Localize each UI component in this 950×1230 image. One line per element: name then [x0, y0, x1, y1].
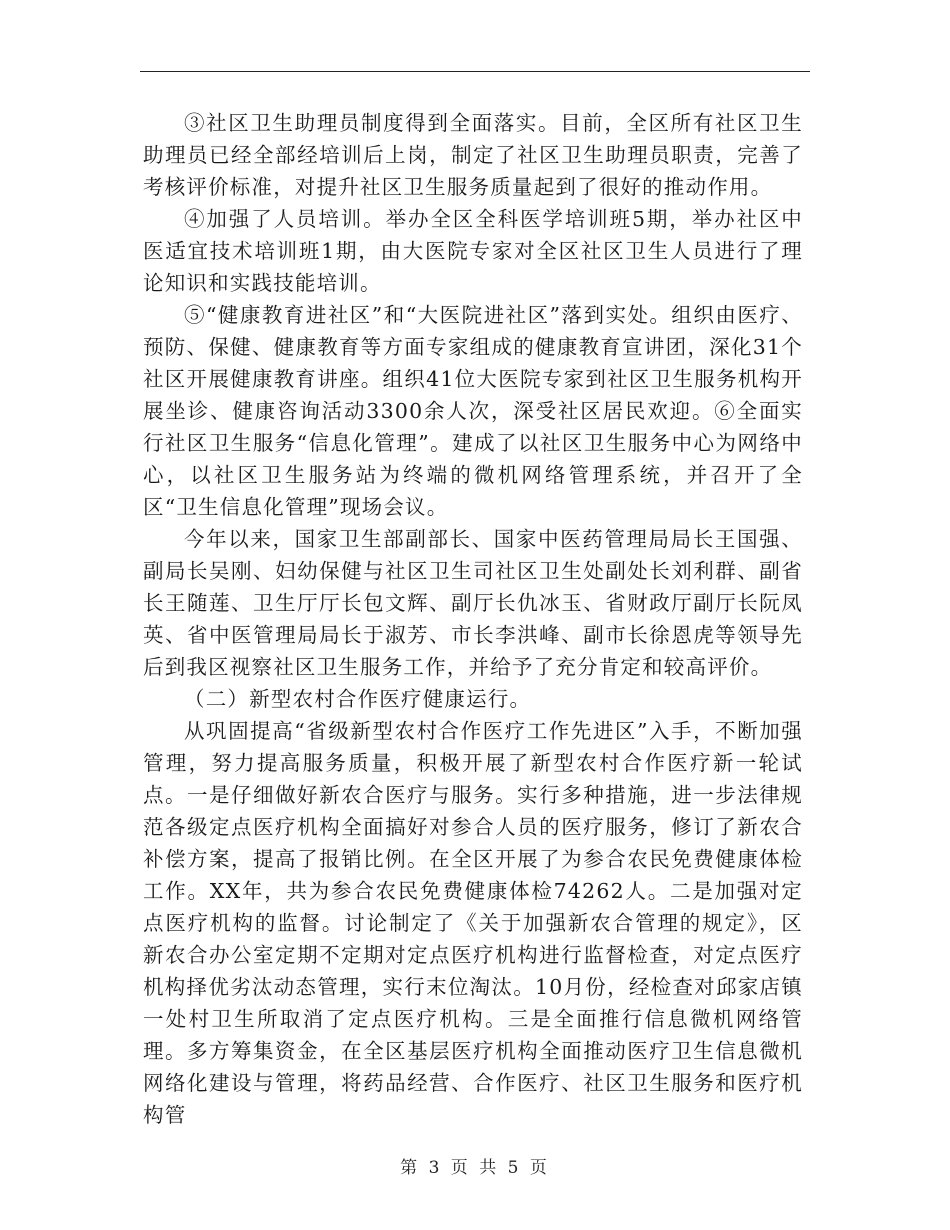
paragraph-staff-training: ④加强了人员培训。举办全区全科医学培训班5期，举办社区中医适宜技术培训班1期，由大医院专家对全区社区卫生人员进行了理论知识和实践技能培训。: [143, 207, 803, 295]
paragraph-community-health-assistant: ③社区卫生助理员制度得到全面落实。目前，全区所有社区卫生助理员已经全部经培训后上岗，制定了社区卫生助理员职责，完善了考核评价标准，对提升社区卫生服务质量起到了很好的推动作用。: [143, 111, 803, 199]
paragraph-rural-cooperative-medical: 从巩固提高“省级新型农村合作医疗工作先进区”入手，不断加强管理，努力提高服务质量，积极开展了新型农村合作医疗新一轮试点。一是仔细做好新农合医疗与服务。实行多种措施，进一步法律规范各级定点医疗机构全面搞好对参合人员的医疗服务，修订了新农合补偿方案，提高了报销比例。在全区开展了为参合农民免费健康体检工作。XX年，共为参合农民免费健康体检74262人。二是加强对定点医疗机构的监督。讨论制定了《关于加强新农合管理的规定》，区新农合办公室定期不定期对定点医疗机构进行监督检查，对定点医疗机构择优劣汰动态管理，实行末位淘汰。10月份，经检查对邱家店镇一处村卫生所取消了定点医疗机构。三是全面推行信息微机网络管理。多方筹集资金，在全区基层医疗机构全面推动医疗卫生信息微机网络化建设与管理，将药品经营、合作医疗、社区卫生服务和医疗机构管: [143, 719, 803, 1127]
section-heading-rural-cooperative-medical: （二）新型农村合作医疗健康运行。: [184, 687, 532, 711]
paragraph-health-education: ⑤“健康教育进社区”和“大医院进社区”落到实处。组织由医疗、预防、保健、健康教育等方面专家组成的健康教育宣讲团，深化31个社区开展健康教育讲座。组织41位大医院专家到社区卫生服务机构开展坐诊、健康咨询活动3300余人次，深受社区居民欢迎。⑥全面实行社区卫生服务“信息化管理”。建成了以社区卫生服务中心为网络中心，以社区卫生服务站为终端的微机网络管理系统，并召开了全区“卫生信息化管理”现场会议。: [143, 303, 803, 519]
header-rule: [140, 71, 810, 72]
page-footer: 第 3 页 共 5 页: [400, 1158, 550, 1178]
document-body: [143, 107, 803, 1131]
paragraph-leadership-visits: 今年以来，国家卫生部副部长、国家中医药管理局局长王国强、副局长吴刚、妇幼保健与社区卫生司社区卫生处副处长刘利群、副省长王随莲、卫生厅厅长包文辉、副厅长仇冰玉、省财政厅副厅长阮凤英、省中医管理局局长于淑芳、市长李洪峰、副市长徐恩虎等领导先后到我区视察社区卫生服务工作，并给予了充分肯定和较高评价。: [143, 527, 803, 679]
